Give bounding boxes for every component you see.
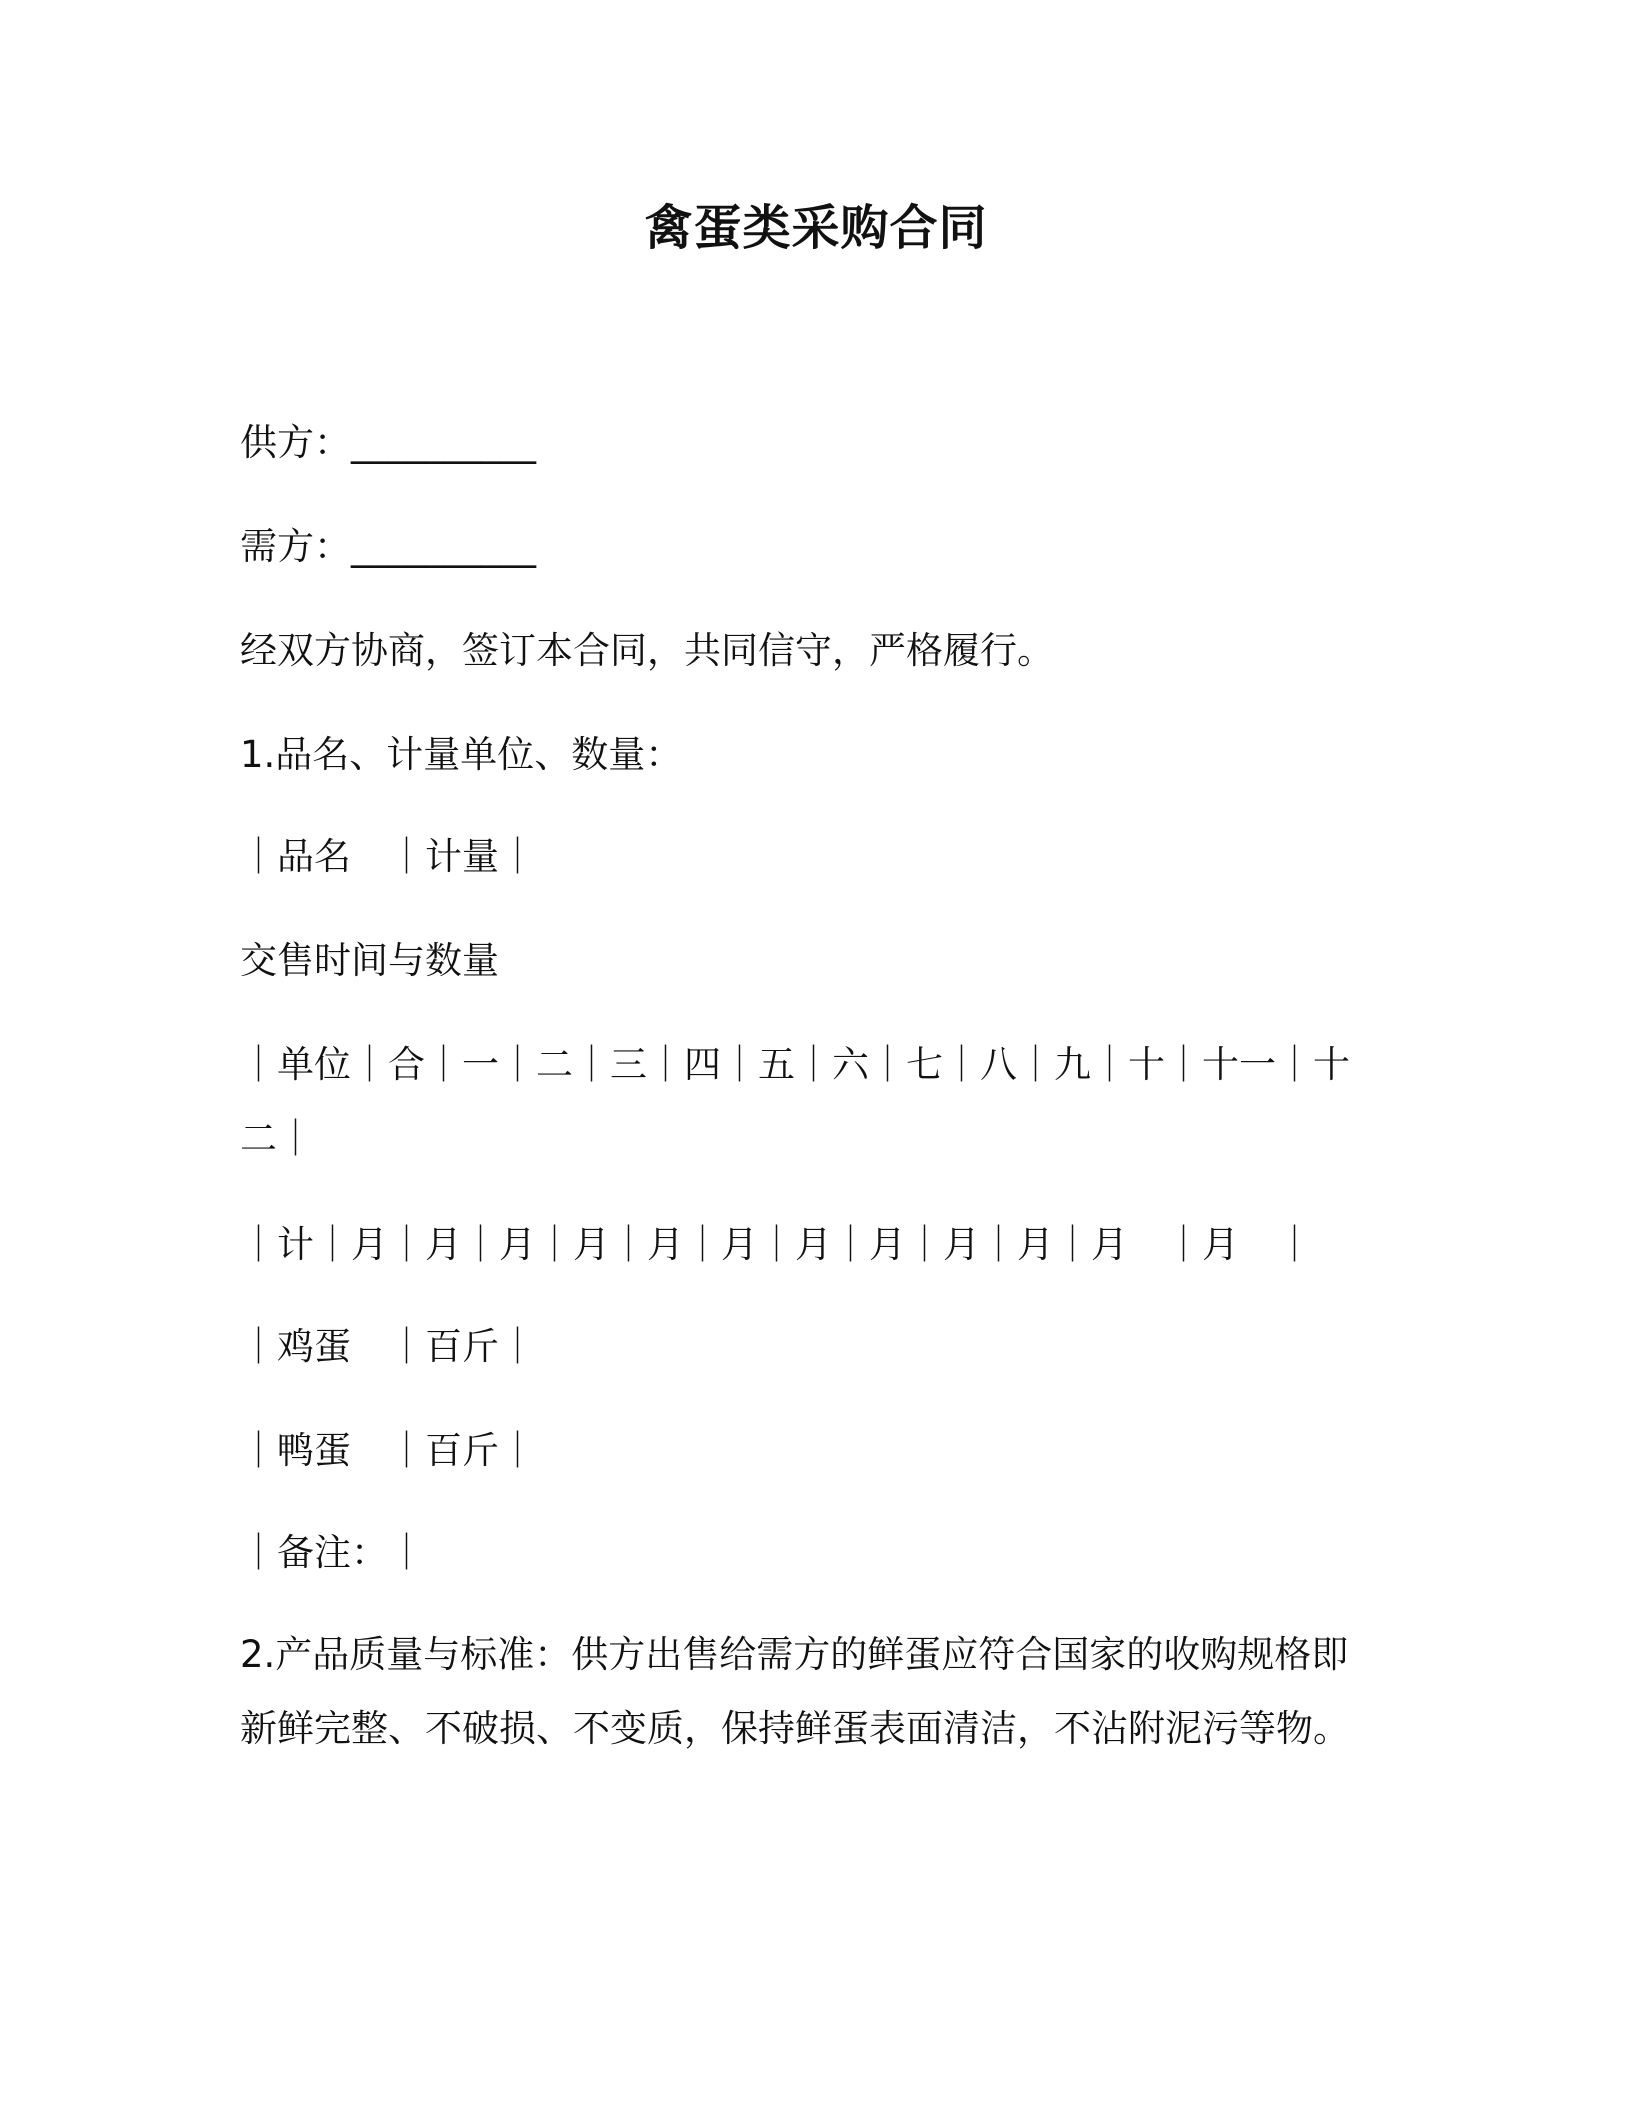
supplier-line: 供方：__________	[240, 421, 536, 464]
section-2-paragraph: 2.产品质量与标准：供方出售给需方的鲜蛋应符合国家的收购规格即新鲜完整、不破损、不变质，保持鲜蛋表面清洁，不沾附泥污等物。	[240, 1633, 1350, 1750]
table-header-row: ｜品名 ｜计量｜	[240, 835, 536, 878]
buyer-line: 需方：__________	[240, 525, 536, 568]
section-1-heading: 1.品名、计量单位、数量：	[240, 733, 683, 776]
table-subheading: 交售时间与数量	[240, 939, 499, 982]
intro-paragraph: 经双方协商，签订本合同，共同信守，严格履行。	[240, 629, 1054, 672]
table-row-chicken-egg: ｜鸡蛋 ｜百斤｜	[240, 1325, 536, 1368]
page-title: 禽蛋类采购合同	[644, 200, 988, 256]
table-row-duck-egg: ｜鸭蛋 ｜百斤｜	[240, 1429, 536, 1472]
table-note-row: ｜备注：｜	[240, 1531, 425, 1574]
table-unit-row: ｜计｜月｜月｜月｜月｜月｜月｜月｜月｜月｜月｜月 ｜月 ｜	[240, 1223, 1313, 1266]
table-month-row: ｜单位｜合｜一｜二｜三｜四｜五｜六｜七｜八｜九｜十｜十一｜十二｜	[240, 1043, 1350, 1160]
